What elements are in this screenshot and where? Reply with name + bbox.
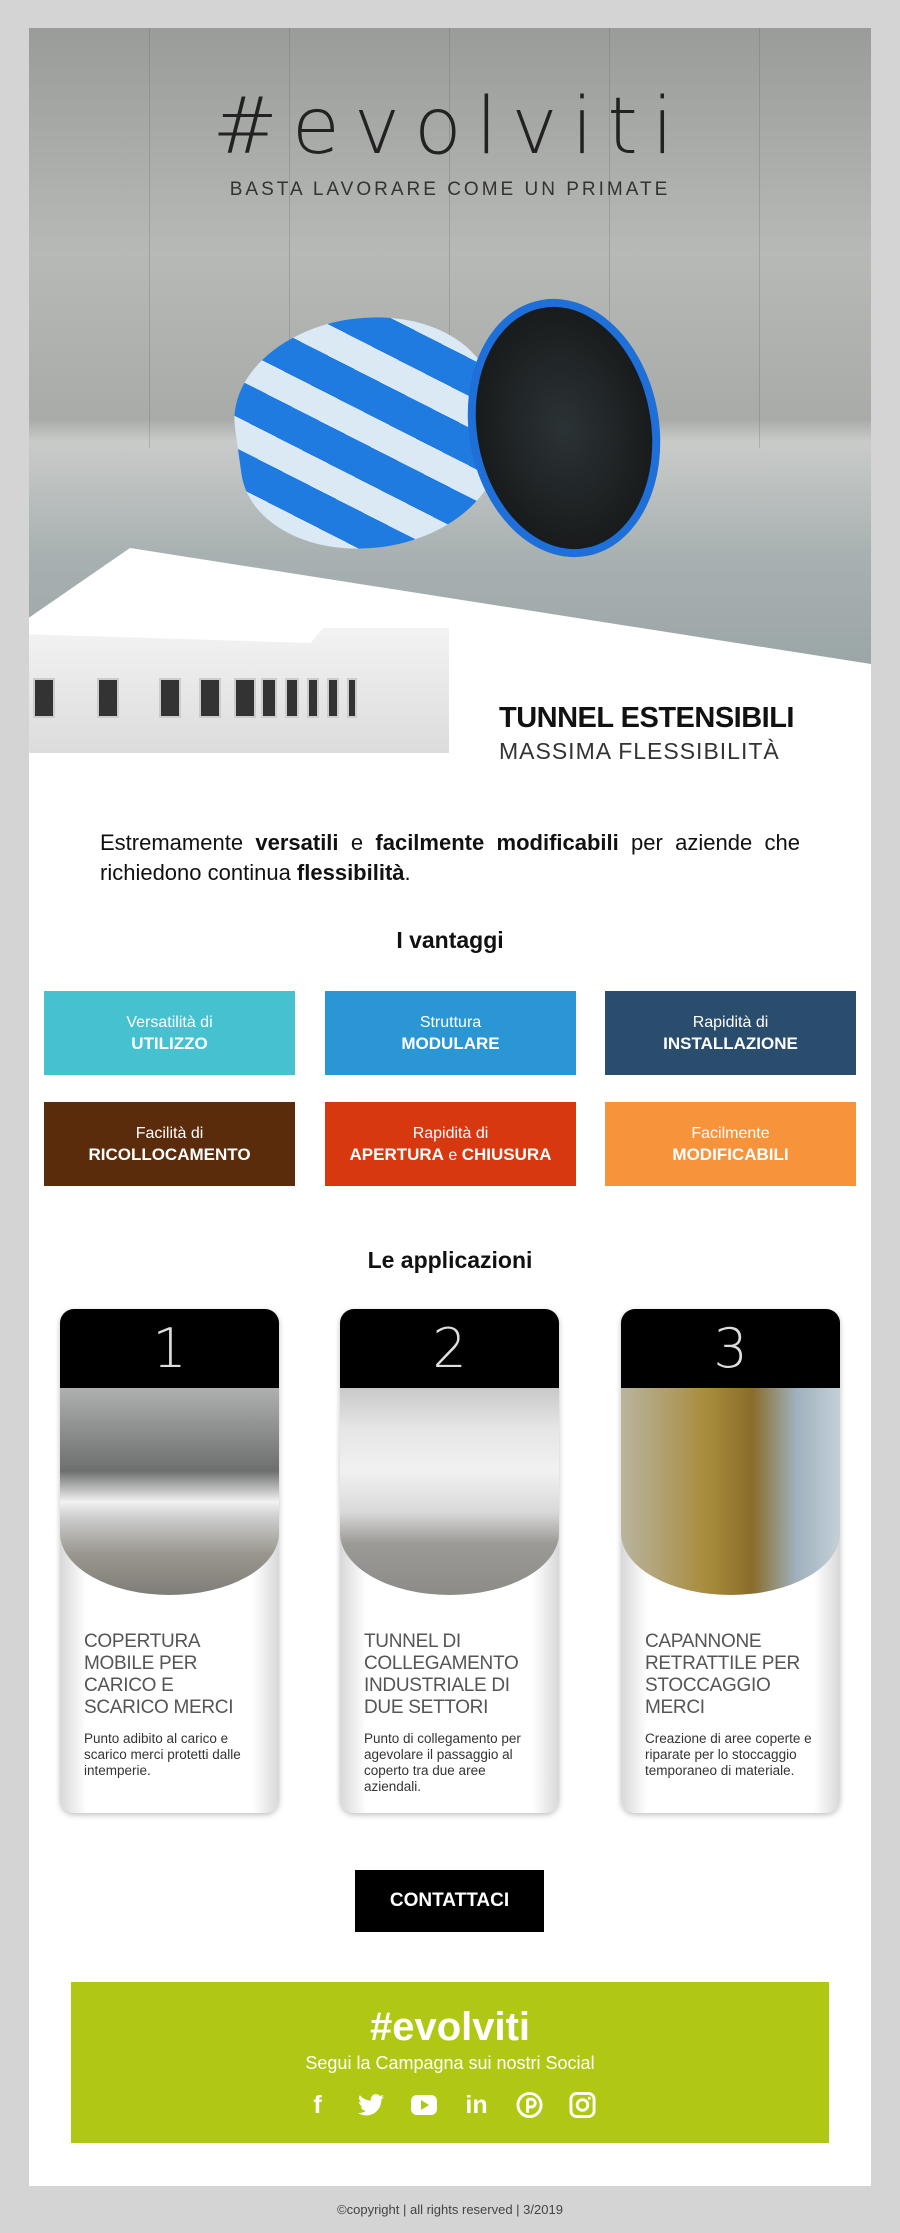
advantage-tile-ricollocamento: Facilità di RICOLLOCAMENTO	[44, 1102, 295, 1186]
applications-heading: Le applicazioni	[367, 1247, 533, 1273]
card-photo-connecting-tunnel	[340, 1388, 559, 1595]
advantage-tile-utilizzo: Versatilità di UTILIZZO	[44, 991, 295, 1075]
application-card	[340, 1309, 559, 1813]
product-title: TUNNEL ESTENSIBILI	[499, 702, 794, 734]
email-container	[29, 28, 871, 2186]
twitter-icon[interactable]	[357, 2090, 384, 2120]
product-subtitle: MASSIMA FLESSIBILITÀ	[499, 738, 780, 764]
social-title: #evolviti	[369, 2005, 531, 2049]
card-photo-storage	[621, 1388, 840, 1595]
tunnel-opening	[448, 283, 680, 572]
advantage-tile-modulare: Struttura MODULARE	[325, 991, 576, 1075]
linkedin-icon[interactable]: in	[465, 2090, 488, 2119]
advantage-tile-installazione: Rapidità di INSTALLAZIONE	[605, 991, 856, 1075]
application-card	[60, 1309, 279, 1813]
card-description: Creazione di aree coperte e riparate per lo stoccaggio temporaneo di materiale.	[645, 1731, 812, 1778]
pinterest-icon[interactable]	[516, 2090, 543, 2120]
card-number: 2	[340, 1309, 559, 1388]
footer-copyright: ©copyright | all rights reserved | 3/2019	[337, 2202, 563, 2217]
instagram-icon[interactable]	[569, 2090, 596, 2120]
hero-title: #evolviti	[212, 82, 688, 172]
card-title: CAPANNONE RETRATTILE PER STOCCAGGIO MERCI	[645, 1631, 800, 1718]
application-card	[621, 1309, 840, 1813]
contact-button[interactable]: CONTATTACI	[355, 1870, 544, 1932]
card-description: Punto di collegamento per agevolare il passaggio al coperto tra due aree aziendali.	[364, 1731, 521, 1794]
hero-banner	[29, 28, 871, 780]
facebook-icon[interactable]: f	[313, 2090, 322, 2119]
advantage-tile-apertura-chiusura: Rapidità di APERTURA e CHIUSURA	[325, 1102, 576, 1186]
advantage-tile-modificabili: Facilmente MODIFICABILI	[605, 1102, 856, 1186]
card-photo-loading-bay	[60, 1388, 279, 1595]
card-title: COPERTURA MOBILE PER CARICO E SCARICO MERCI	[84, 1631, 234, 1718]
social-banner	[71, 1982, 829, 2143]
card-title: TUNNEL DI COLLEGAMENTO INDUSTRIALE DI DUE SETTORI	[364, 1631, 519, 1718]
card-description: Punto adibito al carico e scarico merci protetti dalle intemperie.	[84, 1731, 241, 1778]
advantages-heading: I vantaggi	[396, 927, 504, 953]
youtube-icon[interactable]	[410, 2090, 437, 2120]
hero-subtitle: BASTA LAVORARE COME UN PRIMATE	[229, 179, 671, 200]
social-subtitle: Segui la Campagna sui nostri Social	[305, 2053, 595, 2073]
card-number: 3	[621, 1309, 840, 1388]
card-number: 1	[60, 1309, 279, 1388]
intro-text: Estremamente versatili e facilmente modificabili per aziende che richiedono continua flessibilità.	[100, 830, 800, 885]
